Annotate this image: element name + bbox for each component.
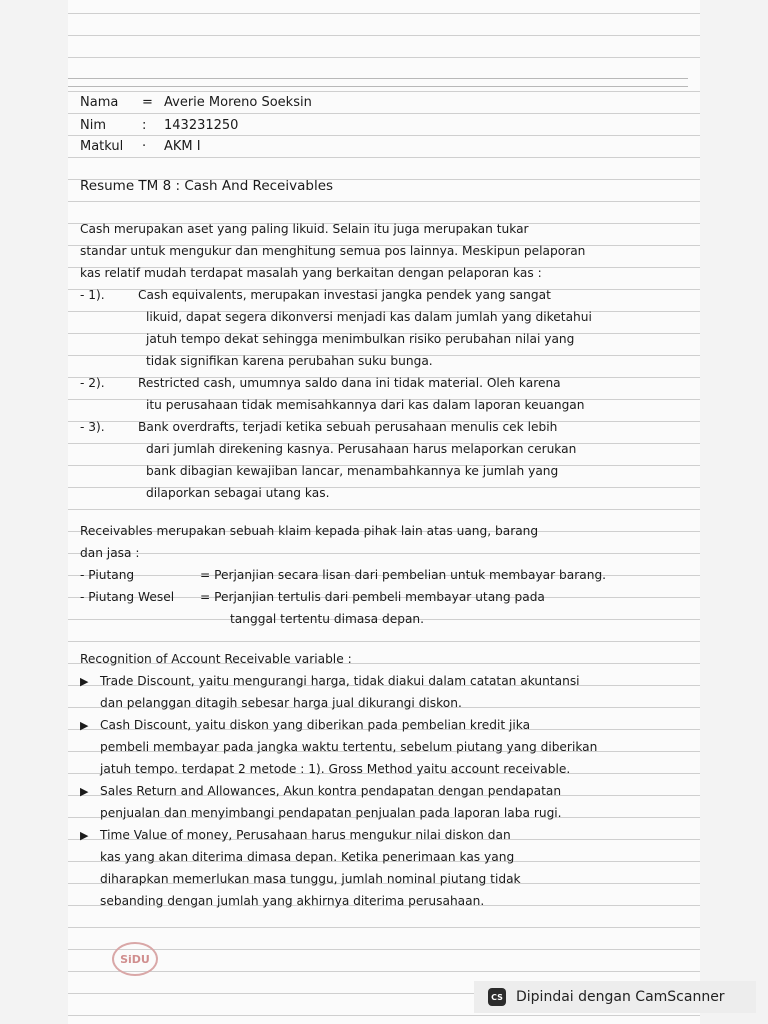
matkul-label: Matkul <box>80 139 124 154</box>
cash-item-1-line: tidak signifikan karena perubahan suku bunga. <box>146 354 433 368</box>
nim-label: Nim <box>80 118 106 133</box>
recognition-item-4-line: kas yang akan diterima dimasa depan. Ketika penerimaan kas yang <box>100 850 515 864</box>
recognition-item-2: ▶ Cash Discount, yaitu diskon yang diberikan pada pembelian kredit jika <box>80 718 531 732</box>
receivables-item-2-line: tanggal tertentu dimasa depan. <box>230 612 425 626</box>
receivables-intro-line: Receivables merupakan sebuah klaim kepada pihak lain atas uang, barang <box>80 524 539 538</box>
recognition-item-4-line: sebanding dengan jumlah yang akhirnya diterima perusahaan. <box>100 894 485 908</box>
cash-item-1-line: likuid, dapat segera dikonversi menjadi kas dalam jumlah yang diketahui <box>146 310 592 324</box>
header-rule <box>68 86 688 87</box>
cash-item-2: - 2). Restricted cash, umumnya saldo dana ini tidak material. Oleh karena <box>80 376 561 390</box>
receivables-item-1: - Piutang = Perjanjian secara lisan dari pembelian untuk membayar barang. <box>80 568 607 582</box>
recognition-item-4: ▶ Time Value of money, Perusahaan harus mengukur nilai diskon dan <box>80 828 511 842</box>
nama-label: Nama <box>80 95 119 110</box>
recognition-item-4-line: diharapkan memerlukan masa tunggu, jumlah nominal piutang tidak <box>100 872 521 886</box>
cash-item-3-line: dilaporkan sebagai utang kas. <box>146 486 330 500</box>
camscanner-text: Dipindai dengan CamScanner <box>516 989 725 1005</box>
triangle-bullet-icon: ▶ <box>80 719 89 732</box>
receivables-intro-line: dan jasa : <box>80 546 140 560</box>
recognition-heading: Recognition of Account Receivable variable : <box>80 652 352 666</box>
cash-item-1-line: jatuh tempo dekat sehingga menimbulkan risiko perubahan nilai yang <box>146 332 575 346</box>
nama-row: Nama = Averie Moreno Soeksin <box>80 95 312 110</box>
cash-intro-line: kas relatif mudah terdapat masalah yang berkaitan dengan pelaporan kas : <box>80 266 542 280</box>
triangle-bullet-icon: ▶ <box>80 829 89 842</box>
cash-item-2-line: itu perusahaan tidak memisahkannya dari kas dalam laporan keuangan <box>146 398 585 412</box>
cash-intro-line: standar untuk mengukur dan menghitung semua pos lainnya. Meskipun pelaporan <box>80 244 586 258</box>
cash-item-3-line: bank dibagian kewajiban lancar, menambahkannya ke jumlah yang <box>146 464 559 478</box>
cash-item-1: - 1). Cash equivalents, merupakan investasi jangka pendek yang sangat <box>80 288 551 302</box>
recognition-item-1-line: dan pelanggan ditagih sebesar harga jual dikurangi diskon. <box>100 696 462 710</box>
recognition-item-2-line: pembeli membayar pada jangka waktu tertentu, sebelum piutang yang diberikan <box>100 740 598 754</box>
matkul-value: AKM I <box>164 139 201 154</box>
receivables-item-2: - Piutang Wesel = Perjanjian tertulis dari pembeli membayar utang pada <box>80 590 545 604</box>
recognition-item-2-line: jatuh tempo. terdapat 2 metode : 1). Gross Method yaitu account receivable. <box>100 762 571 776</box>
triangle-bullet-icon: ▶ <box>80 675 89 688</box>
nim-value: 143231250 <box>164 118 239 133</box>
nama-value: Averie Moreno Soeksin <box>164 95 312 110</box>
recognition-item-1: ▶ Trade Discount, yaitu mengurangi harga, tidak diakui dalam catatan akuntansi <box>80 674 580 688</box>
page-title: Resume TM 8 : Cash And Receivables <box>80 178 334 194</box>
nim-row: Nim : 143231250 <box>80 118 239 133</box>
header-rule <box>68 78 688 79</box>
sidu-logo-stamp: SiDU <box>112 942 158 976</box>
camscanner-badge <box>474 981 756 1013</box>
camscanner-icon: CS <box>488 988 506 1006</box>
recognition-item-3: ▶ Sales Return and Allowances, Akun kontra pendapatan dengan pendapatan <box>80 784 562 798</box>
cash-intro-line: Cash merupakan aset yang paling likuid. Selain itu juga merupakan tukar <box>80 222 529 236</box>
matkul-row: Matkul · AKM I <box>80 139 201 154</box>
cash-item-3: - 3). Bank overdrafts, terjadi ketika sebuah perusahaan menulis cek lebih <box>80 420 558 434</box>
recognition-item-3-line: penjualan dan menyimbangi pendapatan penjualan pada laporan laba rugi. <box>100 806 562 820</box>
cash-item-3-line: dari jumlah direkening kasnya. Perusahaan harus melaporkan cerukan <box>146 442 577 456</box>
triangle-bullet-icon: ▶ <box>80 785 89 798</box>
